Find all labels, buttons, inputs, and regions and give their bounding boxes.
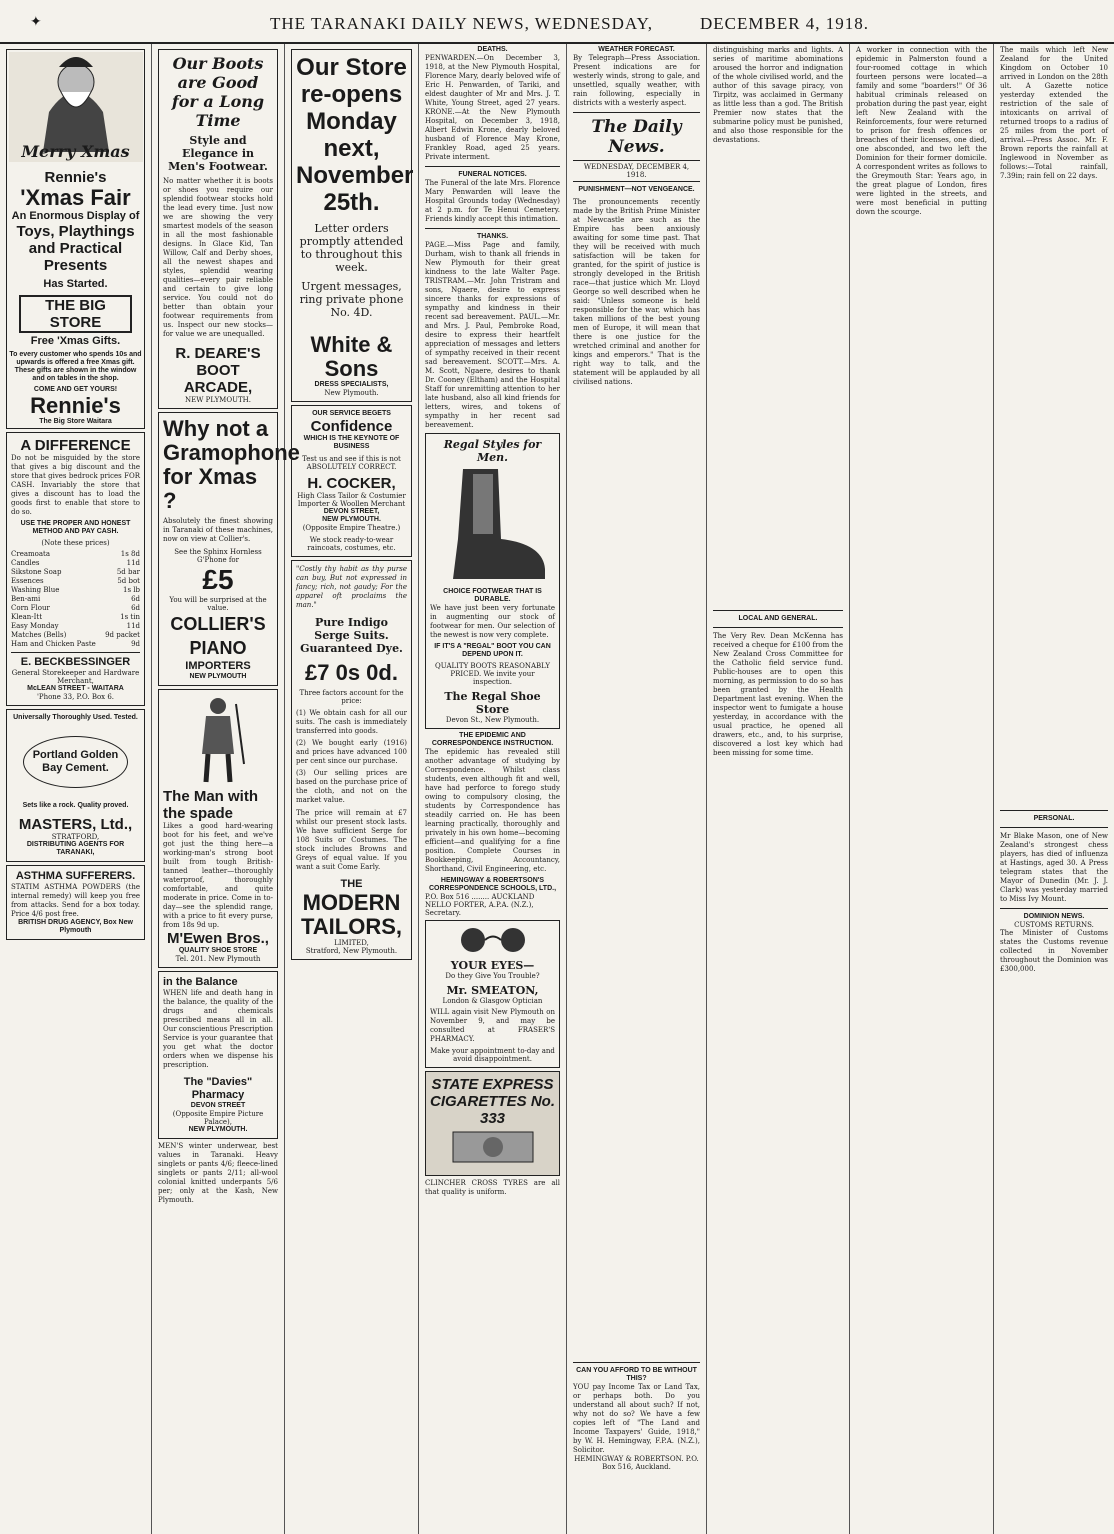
raincoats-line: We stock ready-to-wear raincoats, costumes, etc. <box>307 536 396 552</box>
masters-agents: DISTRIBUTING AGENTS FOR TARANAKI, <box>26 841 125 856</box>
merry-xmas-label: Merry Xmas <box>21 142 130 161</box>
dominion-heading: DOMINION NEWS. <box>1023 913 1085 920</box>
ifits-line: IF IT'S A "REGAL" BOOT YOU CAN DEPEND UPON IT. <box>434 643 551 658</box>
rennies-ad <box>6 49 145 429</box>
price-item: Essences <box>11 577 44 585</box>
regal-headline: Regal Styles for Men. <box>443 438 542 464</box>
beckbessinger-phone: 'Phone 33, P.O. Box 6. <box>36 693 115 701</box>
personal-body: Mr Blake Mason, one of New Zealand's strongest chess players, has died of influenza at Hastings, aged 30. A Press telegram states that the Mayor of Dunedin (Mr. J. J. Clark) was yesterday married to Miss Ivy Mount. <box>1000 832 1108 903</box>
keynote-line: WHICH IS THE KEYNOTE OF BUSINESS <box>303 435 400 450</box>
rennies-title: Rennie's <box>44 169 107 186</box>
state-express-ad <box>425 1071 560 1176</box>
confidence-title: Confidence <box>310 418 393 435</box>
honest-method: USE THE PROPER AND HONEST METHOD AND PAY CASH. <box>20 520 131 535</box>
gramophone-body: Absolutely the finest showing in Taranaki of these machines, now on view at Collier's. <box>163 517 273 543</box>
spade-body: Likes a good hard-wearing boot for his feet, and we've got just the thing here—a working-man's strong boot built from tough British-tanned leather—thoroughly waterproof, thoroughly comfortable, and quite moderate in price. Come in to-day—see the splendid range, with a price to fit every purse, from 18s 9d up. <box>163 822 273 929</box>
funeral-heading: FUNERAL NOTICES. <box>458 171 527 178</box>
beckbessinger-addr: McLEAN STREET - WAITARA <box>27 685 124 692</box>
masters-town: STRATFORD, <box>51 833 100 841</box>
cocker-opp: (Opposite Empire Theatre.) <box>302 524 401 532</box>
note-prices: (Note these prices) <box>41 539 110 547</box>
price-value: 11d <box>126 622 140 630</box>
suit-price: £7 0s 0d. <box>305 660 398 685</box>
factor-1: (1) We obtain cash for all our suits. The cash is immediately transferred into goods. <box>296 709 407 735</box>
drug-agency: BRITISH DRUG AGENCY, Box New Plymouth <box>18 919 133 934</box>
afford-body: YOU pay Income Tax or Land Tax, or perhaps both. Do you understand all about such? If not, why not do so? We have a few copies left of "The Land and Income Taxpayers' Guide, 1918," by W. H. Hemingway, F.P.A. (N.Z.), Solicitor. <box>573 1383 700 1454</box>
importers-line: IMPORTERS <box>185 660 251 672</box>
tailors-towns: Stratford, New Plymouth. <box>305 947 398 955</box>
price-row <box>11 568 140 577</box>
letter-orders: Letter orders promptly attended to throughout this week. <box>299 222 404 274</box>
dress-specialists: DRESS SPECIALISTS, <box>314 381 389 388</box>
difference-title: A DIFFERENCE <box>20 437 131 454</box>
price-remain: The price will remain at £7 whilst our present stock lasts. We have sufficient Serge for 108 Suits or Costumes. The stock includes Browns and Greys of equal value. If you want a suit Come Early. <box>296 809 407 871</box>
editorial-date: WEDNESDAY, DECEMBER 4, 1918. <box>573 160 700 182</box>
customs-heading: CUSTOMS RETURNS. <box>1014 921 1094 929</box>
davies-town: NEW PLYMOUTH. <box>188 1126 248 1133</box>
service-line: OUR SERVICE BEGETS <box>312 410 391 417</box>
spade-man-illustration <box>178 694 258 784</box>
price-row <box>11 586 140 595</box>
big-store-waitara: The Big Store Waitara <box>39 418 112 425</box>
pure-serge-line: Pure Indigo Serge Suits. Guaranteed Dye. <box>300 616 403 655</box>
price-row <box>11 613 140 622</box>
surprised-line: You will be surprised at the value. <box>169 596 267 612</box>
choice-line: CHOICE FOOTWEAR THAT IS DURABLE. <box>443 588 542 603</box>
sphinx-price: £5 <box>202 564 234 595</box>
boots-headline: Our Boots are Good for a Long Time <box>171 54 265 130</box>
white-town: New Plymouth. <box>324 389 379 397</box>
urgent-messages: Urgent messages, ring private phone No. 4D. <box>299 280 404 319</box>
column-7 <box>850 44 994 1534</box>
column-5 <box>567 44 707 1534</box>
price-value: 1s lb <box>123 586 140 594</box>
regal-street: Devon St., New Plymouth. <box>445 716 540 724</box>
asthma-title: ASTHMA SUFFERERS. <box>15 870 136 882</box>
price-item: Washing Blue <box>11 586 60 594</box>
masters-name: MASTERS, Ltd., <box>18 816 133 833</box>
cigarette-tin-illustration <box>443 1127 543 1167</box>
display-line: An Enormous Display of <box>11 210 140 222</box>
the-line: THE <box>340 878 363 890</box>
clincher-ad: CLINCHER CROSS TYRES are all that quality is uniform. <box>425 1179 560 1196</box>
regal-store-name: The Regal Shoe Store <box>444 690 541 716</box>
price-item: Sikstone Soap <box>11 568 62 576</box>
modern-tailors-name: MODERN TAILORS, <box>300 890 403 939</box>
difference-body: Do not be misguided by the store that gives a big discount and the store that gives bedrock prices FOR CASH. Invariably the store that gives a discount has to load the goods first to enable that store to do so. <box>11 454 140 516</box>
cocker-line: High Class Tailor & Costumier Importer & Woollen Merchant <box>297 492 406 508</box>
boots-body: No matter whether it is boots or shoes you require our splendid footwear stocks hold the lead every time. Just now we are showing the very smartest models of the season in all the most fashionable designs. In Glace Kid, Tan Willow, Calf and Derby shoes, all the newest shapes and styles, splendid wearing qualities—every pair reliable and certain to give long service. You could not do better than obtain your footwear requirements from us. Inspect our new stocks—for value we are unequalled. <box>163 177 273 338</box>
weather-body: By Telegraph—Press Association. Present indications are for westerly winds, strong to gale, and unsettled, squally weather, with rain following, especially in districts with a westerly aspect. <box>573 54 700 107</box>
cocker-name: H. COCKER, <box>307 475 396 492</box>
deaths-body: PENWARDEN.—On December 3, 1918, at the New Plymouth Hospital, Florence Mary, dearly beloved wife of Eric H. Penwarden, of Tariki, and eldest daughter of Mr and Mrs. J. T. White, Young Street, aged 27 years. KRONE.—At the New Plymouth Hospital, on December 3, 1918, Albert Edwin Krone, dearly beloved husband of Florence May Krone, Frankley Road, aged 25 years. Private interment. <box>425 54 560 161</box>
smeaton-ad <box>425 920 560 1068</box>
page-ornament: ✦ <box>30 14 42 30</box>
editorial-continued: distinguishing marks and lights. A series of maritime abominations aroused the horror and indignation of the whole civilised world, and the author of this savage piracy, von Tirpitz, was acclaimed in Germany as little less than a god. The British Premier now states that the submarine policy must be punished, and also those responsible for the devastations. <box>713 46 843 144</box>
epidemic-heading: THE EPIDEMIC AND CORRESPONDENCE INSTRUCTION. <box>431 732 554 747</box>
davies-street: DEVON STREET <box>190 1102 246 1109</box>
gramophone-headline: Why not a Gramophone for Xmas ? <box>163 416 300 513</box>
cocker-town: NEW PLYMOUTH. <box>322 516 381 523</box>
price-item: Ben-ami <box>11 595 41 603</box>
mens-underwear-notice: MEN'S winter underwear, best values in Taranaki. Heavy singlets or pants 4/6; fleece-lined singlets or pants 2/11; all-wool colonial knitted underpants 5/6 per; only at the Kash, New Plymouth. <box>158 1142 278 1204</box>
started-line: Has Started. <box>43 278 108 290</box>
column-4 <box>419 44 567 1534</box>
mewen-tel: Tel. 201. New Plymouth <box>175 955 261 963</box>
big-store-logo: THE BIG STORE <box>19 295 132 333</box>
test-line: Test us and see if this is not ABSOLUTELY CORRECT. <box>302 455 401 471</box>
price-item: Klean-Itt <box>11 613 43 621</box>
price-value: 1s tin <box>120 613 140 621</box>
masters-cement-ad <box>6 709 145 862</box>
sphinx-line: See the Sphinx Hornless G'Phone for <box>174 548 262 564</box>
editorial-headline: PUNISHMENT—NOT VENGEANCE. <box>578 186 695 193</box>
davies-name: The "Davies" Pharmacy <box>183 1076 253 1101</box>
thanks-body: PAGE.—Miss Page and family, Durham, wish to thank all friends in New Plymouth for their great kindness to the late Walter Page. TRISTRAM.—Mr. John Tristram and sons, Ngaere, desire to express sincere thanks for expressions of sympathy and kindness in their recent sad bereavement. PAUL.—Mr. and Mrs. J. Paul, Pembroke Road, desire to express their heartfelt appreciation of messages and letters of sympathy received in their recent sad bereavement. SCOTT.—Mrs. A. M. Scott, Ngaere, desires to thank Dr. Cooney (Eltham) and the Hospital Staff for unremitting attention to her late husband, also all kind friends for letters, wires, and tokens of sympathy in her recent sad bereavement. <box>425 241 560 429</box>
modern-tailors-ad <box>291 560 412 960</box>
price-item: Corn Flour <box>11 604 50 612</box>
your-eyes: YOUR EYES— <box>450 959 535 972</box>
smeaton-body: WILL again visit New Plymouth on November 9, and may be consulted at FRASER'S PHARMACY. <box>430 1008 555 1043</box>
costly-quote: "Costly thy habit as thy purse can buy, But not expressed in fancy; rich, not gaudy; For the apparel oft proclaims the man." <box>296 565 407 609</box>
editorial-body: The pronouncements recently made by the British Prime Minister at Newcastle are such as the Empire has been anxiously awaiting for some time past. That they will be received with much satisfaction will be taken for granted, for the spirit of justice is strongly developed in the British race—that justice which Mr. Lloyd George so well described when he said: "Unless someone is held responsible for the war, which has taken millions of the best young men of Europe, it will mean that there is one justice for the wretched criminal and another for kings and emperors." That is the right way to talk, and the statement will be applauded by all civilised nations. <box>573 198 700 386</box>
asthma-ad <box>6 865 145 940</box>
masthead <box>0 0 1114 44</box>
price-value: 9d packet <box>105 631 140 639</box>
appointment-line: Make your appointment to-day and avoid disappointment. <box>430 1047 555 1063</box>
newspaper-date: DECEMBER 4, 1918. <box>700 14 870 33</box>
factor-2: (2) We bought early (1916) and prices have advanced 100 per cent since our purchase. <box>296 739 407 765</box>
price-item: Ham and Chicken Paste <box>11 640 96 648</box>
mewen-ad <box>158 689 278 968</box>
afford-footer: HEMINGWAY & ROBERTSON. P.O. Box 516, Auckland. <box>574 1455 699 1471</box>
epidemic-body: The epidemic has revealed still another advantage of studying by Correspondence. Whilst class students, even although fit and well, have had perforce to forego study owing to compulsory closing, the students by Correspondence has steadily carried on. He has been learning practically, thoroughly and privately in his own home—becoming efficient—and qualifying for a fine position. Complete Courses in Bookkeeping, Accountancy, Shorthand, Civil Engineering, etc. <box>425 748 560 873</box>
beckbessinger-line: General Storekeeper and Hardware Merchant, <box>11 669 140 685</box>
price-value: 5d bot <box>117 577 140 585</box>
personal-heading: PERSONAL. <box>1033 815 1075 822</box>
davies-ad <box>158 971 278 1139</box>
mewen-line: QUALITY SHOE STORE <box>178 947 258 954</box>
quality-line: QUALITY BOOTS REASONABLY PRICED. We invite your inspection. <box>435 662 550 686</box>
portland-box: Portland Golden Bay Cement. <box>23 736 128 788</box>
price-row <box>11 577 140 586</box>
davies-opp: (Opposite Empire Picture Palace), <box>172 1110 264 1126</box>
price-row <box>11 631 140 640</box>
afford-heading: CAN YOU AFFORD TO BE WITHOUT THIS? <box>576 1367 697 1382</box>
choice-body: We have just been very fortunate in augmenting our stock of footwear for men. Our selection of the newest is now very complete. <box>430 604 555 639</box>
difference-ad <box>6 432 145 706</box>
store-reopens-headline: Our Store re-opens Monday next, November 25th. <box>296 54 414 216</box>
limited-line: LIMITED, <box>334 939 369 947</box>
newspaper-title: THE TARANAKI DAILY NEWS, WEDNESDAY, <box>270 14 653 33</box>
hemingway-name: HEMINGWAY & ROBERTSON'S CORRESPONDENCE SCHOOLS, LTD., <box>428 877 557 892</box>
column-2 <box>152 44 300 1534</box>
smeaton-name: Mr. SMEATON, <box>446 984 539 997</box>
sets-line: Sets like a rock. Quality proved. <box>22 802 129 809</box>
price-row <box>11 604 140 613</box>
boot-illustration <box>433 464 553 584</box>
universally-line: Universally Thoroughly Used. Tested. <box>13 714 138 721</box>
price-list <box>11 550 140 649</box>
general-news-body: The mails which left New Zealand for the United Kingdom on October 10 arrived in London on the 28th ult. A Gazette notice yesterday extended the restriction of the sale of intoxicants on arrival of returned troops to a radius of 25 miles from the port of arrival.—Press Assoc. Mr. F. Brown reports the rainfall at Inglewood in November as follows:—Total rainfall, 7.39in; rain fell on 22 days. <box>1000 46 1108 180</box>
funeral-body: The Funeral of the late Mrs. Florence Mary Penwarden will leave the Hospital Grounds today (Wednesday) at 2 p.m. for Te Henui Cemetery. Friends kindly accept this intimation. <box>425 179 560 223</box>
nello-forter: NELLO FORTER, A.P.A. (N.Z.), Secretary. <box>425 901 534 917</box>
toys-line: Toys, Playthings and Practical Presents <box>16 223 135 274</box>
price-item: Candles <box>11 559 40 567</box>
regal-ad <box>425 433 560 729</box>
deare-name: R. DEARE'S BOOT ARCADE, <box>175 345 261 396</box>
local-general-body: The Very Rev. Dean McKenna has received a cheque for £100 from the New Zealand Cross Committee for the Catholic field service fund. Public-houses are to open this morning, as permission to do so has been granted by the Health Department last evening. When the inspector went to fumigate a house yesterday, in accordance with the usual practice, he opened all drawers, etc., and, to his surprise, discovered a lost key which had been missing for some time. <box>713 632 843 757</box>
factor-3: (3) Our selling prices are based on the purchase price of the cloth, and not on the market value. <box>296 769 407 804</box>
colliers-ad <box>158 412 300 686</box>
customs-body: The Minister of Customs states the Customs revenue collected in November throughout the Dominion was £300,000. <box>1000 929 1108 973</box>
price-row <box>11 559 140 568</box>
price-row <box>11 640 140 649</box>
come-line: COME AND GET YOURS! <box>33 386 118 393</box>
colliers-town: NEW PLYMOUTH <box>189 673 247 680</box>
spade-headline: The Man with the spade <box>163 788 258 822</box>
balance-body: WHEN life and death hang in the balance, the quality of the drugs and chemicals prescribed means all in all. Our conscientious Prescription Service is your guarantee that you get what the doctor orders when we dispense his prescription. <box>163 989 274 1069</box>
beckbessinger-name: E. BECKBESSINGER <box>11 652 140 669</box>
price-item: Creamoata <box>11 550 51 558</box>
cocker-street: DEVON STREET, <box>323 508 380 515</box>
price-row <box>11 595 140 604</box>
price-row <box>11 550 140 559</box>
store-reopens-ad <box>291 49 412 402</box>
local-general-heading: LOCAL AND GENERAL. <box>738 615 818 622</box>
white-sons-name: White & Sons <box>310 332 393 381</box>
price-value: 11d <box>126 559 140 567</box>
trouble-line: Do they Give You Trouble? <box>445 972 540 980</box>
price-value: 1s 8d <box>120 550 140 558</box>
gifts-body: To every customer who spends 10s and upwards is offered a free Xmas gift. These gifts are shown in the window and on tables in the shop. <box>9 351 142 382</box>
column-8 <box>994 44 1114 1534</box>
three-factors: Three factors account for the price: <box>299 689 404 705</box>
state-express-logo: STATE EXPRESS CIGARETTES No. 333 <box>430 1076 556 1127</box>
price-row <box>11 622 140 631</box>
price-value: 6d <box>131 604 140 612</box>
price-item: Matches (Bells) <box>11 631 67 639</box>
mewen-name: M'Ewen Bros., <box>167 930 269 947</box>
colliers-name: COLLIER'S PIANO <box>170 614 266 658</box>
spectacles-icon <box>448 925 538 955</box>
local-general-continued: A worker in connection with the epidemic in Palmerston found a four-roomed cottage in which fourteen persons were located—a family and some "boarders!" Of 36 habitual criminals released on probation during the past year, eight left New Zealand with the Reinforcements, four were returned to prison for fresh offences or breaches of their licenses, one died, one absconded, and two left the Dominion for their former domicile. A correspondent writes as follows to the Greymouth Star: Years ago, in the great plague of London, fires were lighted in the streets, and were most beneficial in putting down the scourge. <box>856 46 987 216</box>
deare-addr: NEW PLYMOUTH. <box>185 396 251 404</box>
price-value: 6d <box>131 595 140 603</box>
rennies-footer: Rennie's <box>30 393 121 418</box>
daily-news-masthead: The Daily News. <box>591 117 682 157</box>
balance-headline: in the Balance <box>163 976 238 988</box>
price-value: 5d bar <box>116 568 140 576</box>
weather-heading: WEATHER FORECAST. <box>598 46 675 53</box>
thanks-heading: THANKS. <box>476 233 509 240</box>
free-gifts-line: Free 'Xmas Gifts. <box>30 335 121 347</box>
price-value: 9d <box>131 640 140 648</box>
optician-line: London & Glasgow Optician <box>442 997 543 1005</box>
price-item: Easy Monday <box>11 622 59 630</box>
cocker-ad <box>291 405 412 557</box>
column-6 <box>707 44 850 1534</box>
xmas-fair-title: 'Xmas Fair <box>20 185 131 210</box>
deare-boot-ad <box>158 49 278 409</box>
style-line: Style and Elegance in Men's Footwear. <box>168 134 268 173</box>
column-1 <box>0 44 152 1534</box>
deaths-heading: DEATHS. <box>477 46 508 53</box>
hemingway-box: P.O. Box 516 ........ AUCKLAND <box>425 893 535 901</box>
asthma-body: STATIM ASTHMA POWDERS (the internal remedy) will keep you free from attacks. Send for a box today. Price 4/6 post free. <box>11 883 140 918</box>
column-3 <box>285 44 419 1534</box>
